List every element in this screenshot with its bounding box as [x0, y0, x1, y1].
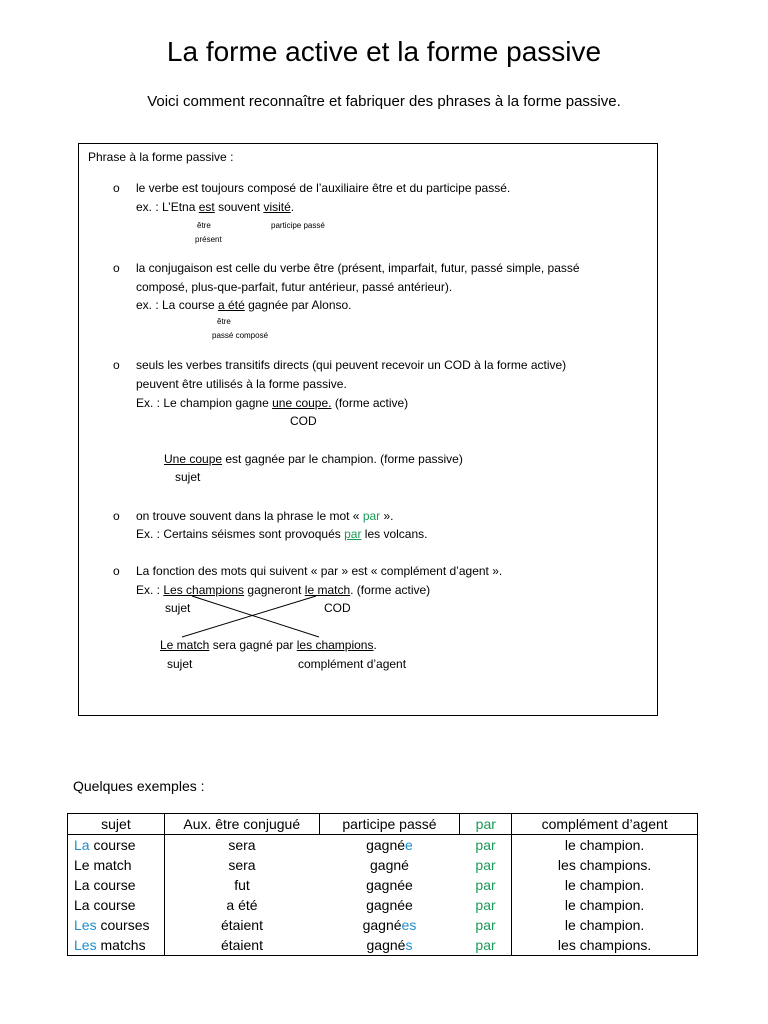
cell-sujet	[68, 835, 165, 856]
cell-participe	[319, 835, 460, 856]
rule-4-line-1: on trouve souvent dans la phrase le mot « par ».	[136, 509, 394, 523]
examples-table	[67, 813, 698, 956]
rule-4-example: Ex. : Certains séismes sont provoqués par les volcans.	[136, 527, 428, 541]
participe-stem: gagné	[362, 917, 402, 933]
table-row	[68, 935, 698, 956]
examples-heading: Quelques exemples :	[73, 778, 205, 794]
bullet-4: o	[113, 509, 120, 523]
cross-arrows	[79, 144, 659, 717]
bullet-5: o	[113, 564, 120, 578]
rule-1-text: le verbe est toujours composé de l’auxiliaire être et du participe passé.	[136, 181, 511, 195]
rule-2-note-etre: être	[217, 317, 231, 326]
participe-stem: gagnée	[366, 877, 413, 893]
bullet-3: o	[113, 358, 120, 372]
sujet-article: Les	[74, 917, 97, 933]
table-row	[68, 875, 698, 895]
cell-agent: le champion.	[512, 835, 698, 856]
rule-5-cod-label: COD	[324, 601, 351, 615]
cell-agent: le champion.	[512, 875, 698, 895]
rule-1-note-pp: participe passé	[271, 221, 325, 230]
rule-1-note-etre: être	[197, 221, 211, 230]
rule-3-example-2: Une coupe est gagnée par le champion. (forme passive)	[164, 452, 463, 466]
table-row	[68, 835, 698, 856]
rule-5-line-1: La fonction des mots qui suivent « par » est « complément d’agent ».	[136, 564, 503, 578]
participe-ending: s	[405, 937, 413, 953]
rule-5-sujet-label: sujet	[165, 601, 191, 615]
cell-agent: les champions.	[512, 935, 698, 956]
cell-par: par	[475, 897, 496, 913]
sujet-noun: matchs	[96, 937, 146, 953]
table-row	[68, 855, 698, 875]
cell-par: par	[475, 877, 496, 893]
sujet-noun: course	[89, 837, 136, 853]
table-row	[68, 895, 698, 915]
sujet-article: La	[74, 897, 90, 913]
header-par: par	[460, 814, 512, 835]
header-participe: participe passé	[319, 814, 460, 835]
rule-3-line-1: seuls les verbes transitifs directs (qui peuvent recevoir un COD à la forme active)	[136, 358, 567, 372]
sujet-article: La	[74, 837, 90, 853]
cell-aux: étaient	[220, 917, 263, 933]
cell-par: par	[475, 917, 496, 933]
cell-participe	[319, 935, 460, 956]
rule-3-example: Ex. : Le champion gagne une coupe. (forme active)	[136, 396, 409, 410]
rule-3-cod-label: COD	[290, 414, 317, 428]
rule-3-sujet-label: sujet	[175, 470, 201, 484]
cell-sujet	[68, 935, 165, 956]
cell-sujet	[68, 855, 165, 875]
cell-par: par	[460, 935, 512, 956]
sujet-noun: courses	[96, 917, 150, 933]
rule-5-agent-label: complément d’agent	[298, 657, 407, 671]
sujet-article: Les	[74, 937, 97, 953]
rule-5-example: Ex. : Les champions gagneront le match. (forme active)	[136, 583, 431, 597]
table-row	[68, 915, 698, 935]
rule-5-example-2: Le match sera gagné par les champions.	[160, 638, 377, 652]
rules-box	[78, 143, 658, 716]
cell-sujet	[68, 895, 165, 915]
header-sujet: sujet	[68, 814, 165, 835]
rule-5-sujet-2-label: sujet	[167, 657, 193, 671]
participe-ending: e	[405, 837, 413, 853]
bullet-1: o	[113, 181, 120, 195]
sujet-noun: match	[89, 857, 132, 873]
rule-3-line-2: peuvent être utilisés à la forme passive.	[136, 377, 347, 391]
rule-2-note-pc: passé composé	[212, 331, 269, 340]
cell-participe	[319, 915, 460, 935]
table-header-row	[68, 814, 698, 835]
bullet-2: o	[113, 261, 120, 275]
sujet-noun: course	[89, 877, 136, 893]
rule-2-line-2: composé, plus-que-parfait, futur antérieur, passé antérieur).	[136, 280, 453, 294]
cell-participe	[319, 895, 460, 915]
sujet-article: La	[74, 877, 90, 893]
rule-2-line-1: la conjugaison est celle du verbe être (présent, imparfait, futur, passé simple, passé	[136, 261, 580, 275]
cell-aux: sera	[228, 857, 256, 873]
participe-stem: gagné	[366, 837, 406, 853]
participe-ending: es	[401, 917, 417, 933]
rule-1-example: ex. : L’Etna est souvent visité.	[136, 200, 295, 214]
header-agent: complément d’agent	[512, 814, 698, 835]
rule-2-example: ex. : La course a été gagnée par Alonso.	[136, 298, 352, 312]
cell-agent: le champion.	[512, 895, 698, 915]
cell-agent: le champion.	[512, 915, 698, 935]
cell-participe	[319, 875, 460, 895]
cell-aux: a été	[226, 897, 258, 913]
cell-par: par	[475, 837, 496, 853]
cell-aux: sera	[228, 837, 256, 853]
participe-stem: gagné	[366, 937, 406, 953]
cell-par: par	[475, 857, 496, 873]
participe-stem: gagnée	[366, 897, 413, 913]
sujet-noun: course	[89, 897, 136, 913]
participe-stem: gagné	[370, 857, 409, 873]
box-heading: Phrase à la forme passive :	[88, 150, 234, 164]
cell-agent: les champions.	[512, 855, 698, 875]
cell-participe	[319, 855, 460, 875]
page-subtitle: Voici comment reconnaître et fabriquer des phrases à la forme passive.	[147, 93, 621, 110]
cell-aux: étaient	[164, 935, 319, 956]
cell-sujet	[68, 915, 165, 935]
page-title: La forme active et la forme passive	[166, 36, 602, 67]
rule-1-note-present: présent	[195, 235, 222, 244]
cell-sujet	[68, 875, 165, 895]
cell-aux: fut	[234, 877, 250, 893]
header-aux: Aux. être conjugué	[164, 814, 319, 835]
sujet-article: Le	[74, 857, 90, 873]
